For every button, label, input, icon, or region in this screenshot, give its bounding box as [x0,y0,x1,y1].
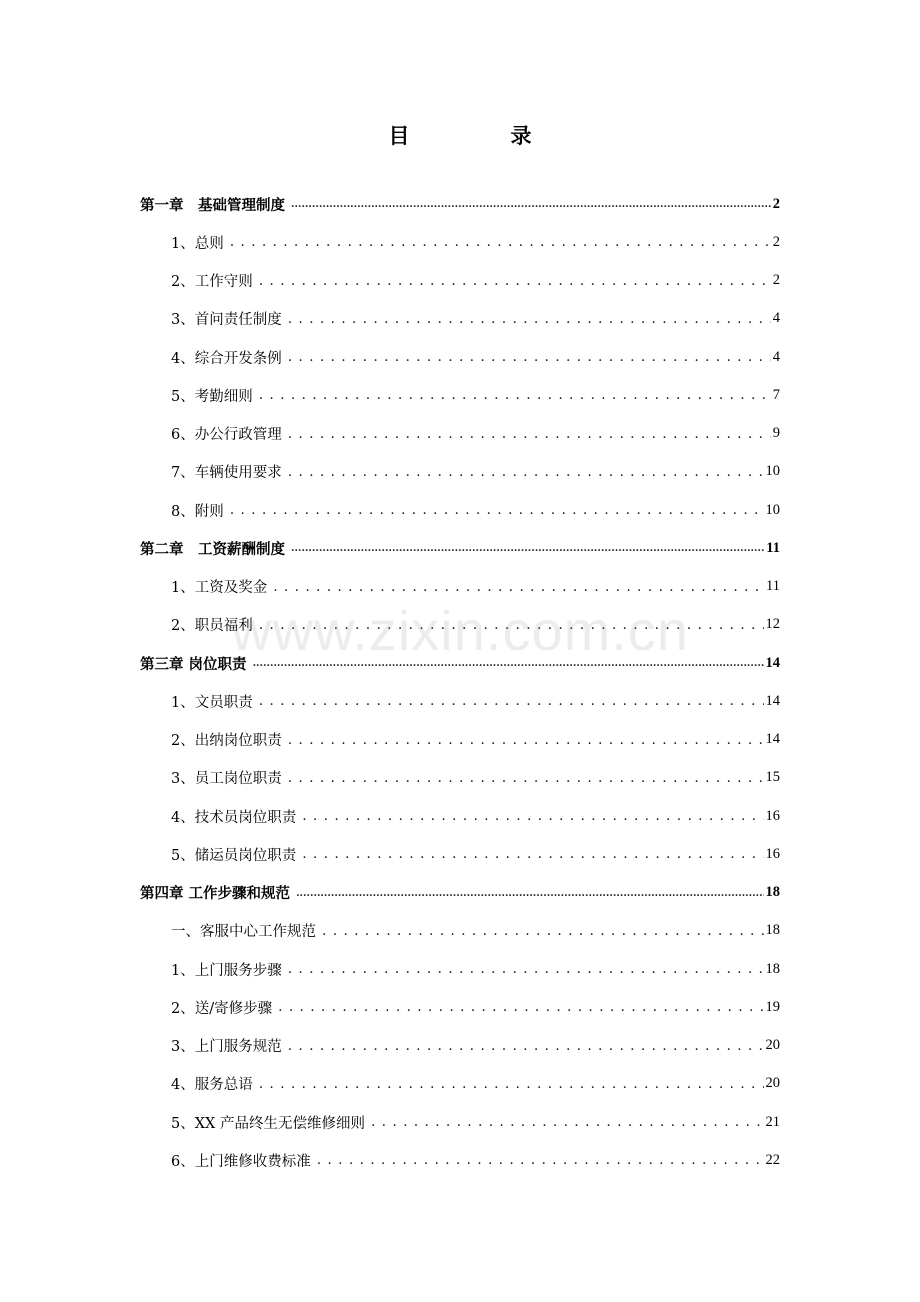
toc-dot-leader [273,578,764,596]
toc-entry-label: 第一章 基础管理制度 [140,196,285,214]
toc-section-entry[interactable] [140,453,780,491]
toc-entry-label: 第三章 岗位职责 [140,655,247,673]
toc-dot-leader [288,769,764,787]
toc-page-number: 11 [766,539,780,556]
toc-dot-leader [296,884,763,902]
toc-section-entry[interactable] [140,568,780,606]
toc-entry-label: 8、附则 [171,503,224,520]
toc-entry-label: 6、办公行政管理 [171,427,282,444]
toc-page-number: 10 [765,463,780,480]
toc-page-number: 2 [772,272,780,289]
toc-dot-leader [259,272,771,290]
toc-dot-leader [259,692,764,710]
toc-entry-label: 1、总则 [171,235,224,252]
toc-section-entry[interactable] [140,950,780,988]
toc-dot-leader [288,731,764,749]
toc-section-entry[interactable] [140,1027,780,1065]
toc-dot-leader [288,348,771,366]
toc-dot-leader [230,233,771,251]
toc-dot-leader [322,922,764,940]
toc-page-number: 18 [765,922,780,939]
toc-entry-label: 2、送/寄修步骤 [171,1000,273,1017]
toc-entry-label: 一、客服中心工作规范 [171,924,316,941]
toc-dot-leader [259,386,771,404]
toc-section-entry[interactable] [140,1141,780,1179]
toc-dot-leader [230,501,764,519]
toc-section-entry[interactable] [140,415,780,453]
toc-section-entry[interactable] [140,988,780,1026]
toc-page-number: 4 [772,310,780,327]
toc-section-entry[interactable] [140,721,780,759]
toc-chapter-entry[interactable] [140,529,780,567]
toc-entry-label: 4、技术员岗位职责 [171,809,297,826]
toc-entry-label: 6、上门维修收费标准 [171,1153,311,1170]
toc-entry-label: 4、综合开发条例 [171,350,282,367]
toc-section-entry[interactable] [140,759,780,797]
toc-entry-label: 5、考勤细则 [171,388,253,405]
toc-section-entry[interactable] [140,1065,780,1103]
toc-entry-label: 第四章 工作步骤和规范 [140,885,291,903]
toc-entry-label: 5、储运员岗位职责 [171,847,297,864]
table-of-contents [140,185,780,1180]
toc-chapter-entry[interactable] [140,185,780,223]
toc-page-number: 10 [765,501,780,518]
toc-entry-label: 1、文员职责 [171,694,253,711]
toc-page-number: 22 [765,1151,780,1168]
toc-dot-leader [259,1075,764,1093]
toc-page-number: 2 [772,195,780,212]
toc-entry-label: 1、上门服务步骤 [171,962,282,979]
toc-section-entry[interactable] [140,338,780,376]
toc-section-entry[interactable] [140,223,780,261]
toc-entry-label: 第二章 工资薪酬制度 [140,540,285,558]
toc-dot-leader [288,310,771,328]
toc-entry-label: 3、员工岗位职责 [171,771,282,788]
toc-page-number: 7 [772,386,780,403]
toc-entry-label: 5、XX 产品终生无偿维修细则 [171,1115,365,1132]
toc-entry-label: 2、出纳岗位职责 [171,733,282,750]
toc-entry-label: 3、首问责任制度 [171,312,282,329]
toc-entry-label: 1、工资及奖金 [171,580,268,597]
toc-chapter-entry[interactable] [140,874,780,912]
toc-section-entry[interactable] [140,376,780,414]
toc-dot-leader [291,539,764,557]
toc-section-entry[interactable] [140,912,780,950]
toc-dot-leader [317,1151,764,1169]
toc-dot-leader [302,807,763,825]
toc-dot-leader [291,195,771,213]
toc-page-number: 16 [765,845,780,862]
toc-dot-leader [253,654,764,672]
toc-dot-leader [288,1037,764,1055]
toc-section-entry[interactable] [140,300,780,338]
toc-page-number: 9 [772,425,780,442]
toc-page-number: 21 [765,1113,780,1130]
toc-section-entry[interactable] [140,491,780,529]
toc-page-number: 14 [765,692,780,709]
toc-page-number: 19 [765,998,780,1015]
toc-page-number: 2 [772,233,780,250]
toc-chapter-entry[interactable] [140,644,780,682]
toc-section-entry[interactable] [140,606,780,644]
toc-section-entry[interactable] [140,682,780,720]
toc-page-number: 14 [765,654,780,671]
toc-entry-label: 3、上门服务规范 [171,1039,282,1056]
toc-section-entry[interactable] [140,1103,780,1141]
toc-entry-label: 2、工作守则 [171,274,253,291]
page-title: 目 录 [388,123,572,148]
toc-page-number: 18 [765,884,780,901]
toc-page-number: 18 [765,960,780,977]
toc-dot-leader [371,1113,764,1131]
toc-dot-leader [288,960,764,978]
toc-dot-leader [302,845,763,863]
watermark: www.zixin.com.cn [231,599,689,662]
toc-section-entry[interactable] [140,835,780,873]
toc-page-number: 16 [765,807,780,824]
toc-dot-leader [278,998,763,1016]
toc-dot-leader [288,463,764,481]
toc-page-number: 4 [772,348,780,365]
toc-page-number: 14 [765,731,780,748]
toc-page-number: 20 [765,1037,780,1054]
toc-page-number: 15 [765,769,780,786]
toc-entry-label: 7、车辆使用要求 [171,465,282,482]
toc-entry-label: 4、服务总语 [171,1077,253,1094]
toc-page-number: 11 [766,578,780,595]
toc-page-number: 20 [765,1075,780,1092]
toc-section-entry[interactable] [140,262,780,300]
toc-dot-leader [288,425,771,443]
toc-section-entry[interactable] [140,797,780,835]
toc-page-number: 12 [765,616,780,633]
toc-entry-label: 2、职员福利 [171,618,253,635]
toc-dot-leader [259,616,764,634]
